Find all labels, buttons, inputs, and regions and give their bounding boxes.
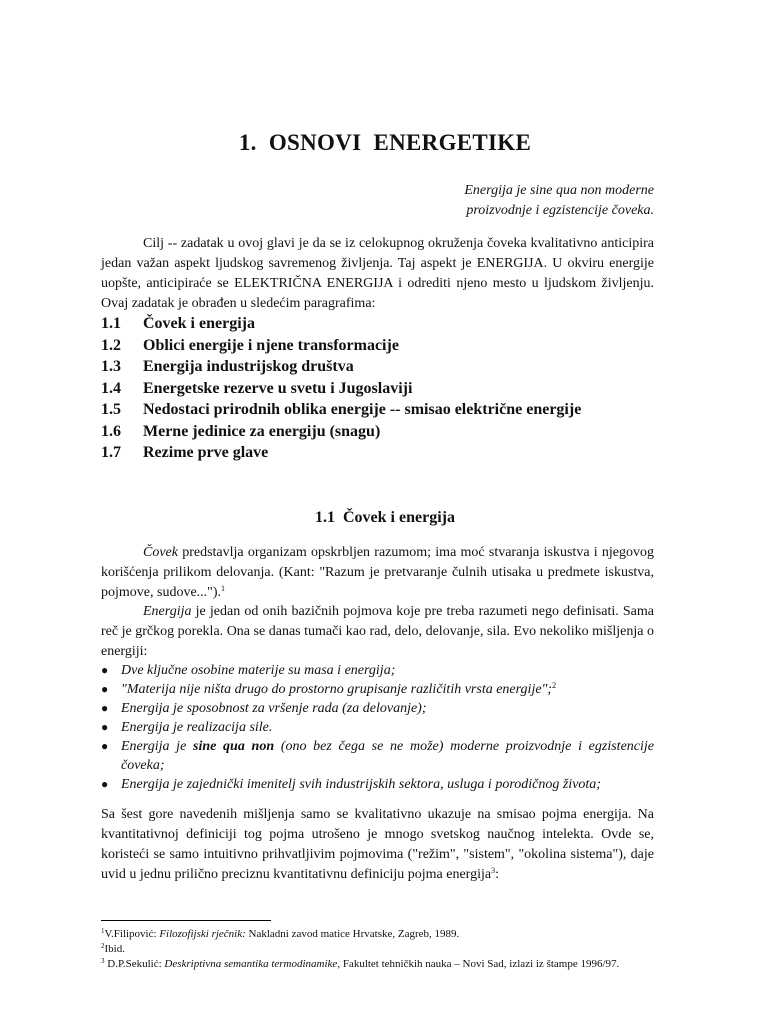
list-item-text: Energija je realizacija sile. [121, 720, 273, 735]
list-item-text-main: "Materija nije ništa drugo do prostorno grupisanje različitih vrsta energije"; [121, 682, 553, 697]
paragraph-energija [101, 602, 654, 661]
section-list [101, 313, 661, 464]
footnote-rest: , Fakultet tehničkih nauka – Novi Sad, izlazi iz štampe 1996/97. [337, 958, 620, 970]
section-list-item [101, 335, 661, 357]
bullet-icon: ● [101, 701, 109, 715]
section-title: Oblici energije i njene transformacije [143, 336, 399, 354]
opinion-list [101, 661, 654, 794]
footnote-ref: 1 [221, 583, 226, 593]
footnote-1 [101, 927, 654, 942]
emphasis-sine-qua-non: sine qua non [193, 739, 275, 754]
paragraph-covek [101, 543, 654, 602]
list-item [101, 699, 654, 718]
list-item-text: Dve ključne osobine materije su masa i energija; [121, 663, 396, 678]
section-list-item [101, 356, 661, 378]
section-number: 1.3 [101, 358, 121, 375]
section-number: 1.5 [101, 401, 121, 418]
footnote-number: 1 [101, 927, 105, 935]
footnote-author: V.Filipović: [104, 928, 160, 940]
footnote-number: 3 [101, 957, 105, 965]
list-item-text: Energija je sposobnost za vršenje rada (za delovanje); [121, 701, 427, 716]
bullet-icon: ● [101, 663, 109, 677]
paragraph-summary [101, 805, 654, 885]
footnote-2 [101, 942, 654, 957]
list-item-text [121, 680, 654, 699]
section-title: Energija industrijskog društva [143, 358, 354, 375]
list-item [101, 737, 654, 775]
section-title: Merne jedinice za energiju (snagu) [143, 422, 381, 440]
section-list-item [101, 421, 661, 443]
list-item-text [121, 737, 654, 775]
footnote-divider [101, 920, 271, 921]
footnote-text: Ibid. [104, 943, 125, 955]
section-number: 1.4 [101, 379, 121, 397]
footnote-title: Deskriptivna semantika termodinamike [164, 958, 338, 970]
list-item [101, 661, 654, 680]
section-title: Čovek i energija [143, 315, 255, 332]
term-energija: Energija [143, 604, 192, 620]
paragraph-text: predstavlja organizam opskrbljen razumom; ima moć stvaranja iskustva i njegovog korišćenja prilikom delovanja. (Kant: "Razum je pretvaranje čulnih utisaka u predmete iskustva, pojmove, sudove..."). [101, 545, 654, 600]
intro-paragraph: Cilj -- zadatak u ovoj glavi je da se iz celokupnog okruženja čoveka kvalitativno anticipira jedan važan aspekt ljudskog savremenog življenja. Taj aspekt je ENERGIJA. U okviru energije uopšte, anticipiraće se ELEKTRIČNA ENERGIJA i odrediti njeno mesto u ljudskom življenju. Ovaj zadatak je obrađen u sledećim paragrafima: [101, 236, 654, 311]
bullet-icon: ● [101, 682, 109, 696]
list-item [101, 775, 654, 794]
bullet-icon: ● [101, 739, 109, 753]
footnote-3 [101, 957, 654, 972]
paragraph-end: : [495, 867, 499, 882]
section-number: 1.2 [101, 336, 121, 354]
footnote-ref: 2 [552, 681, 557, 690]
section-title: Energetske rezerve u svetu i Jugoslaviji [143, 379, 413, 397]
footnote-title: Filozofijski rječnik: [159, 928, 246, 940]
chapter-title [0, 130, 770, 156]
bullet-icon: ● [101, 720, 109, 734]
section-list-item [101, 442, 661, 464]
footnote-ref: 3 [491, 866, 496, 875]
section-number: 1.7 [101, 444, 121, 461]
section-body [101, 543, 654, 662]
section-number: 1.6 [101, 422, 121, 440]
list-item [101, 680, 654, 699]
footnote-rest: Nakladni zavod matice Hrvatske, Zagreb, 1989. [245, 928, 460, 940]
section-title: Nedostaci prirodnih oblika energije -- smisao električne energije [143, 401, 582, 418]
section-heading: 1.1 Čovek i energija [315, 509, 455, 526]
list-item [101, 718, 654, 737]
epigraph-line-2: proizvodnje i egzistencije čoveka. [466, 203, 654, 218]
list-item-text-post: (ono bez čega se ne može) moderne proizvodnje i egzistencije čoveka; [121, 739, 654, 773]
footnotes [101, 927, 654, 972]
list-item-text-pre: Energija je [121, 739, 193, 754]
bullet-icon: ● [101, 777, 109, 791]
paragraph-text: Sa šest gore navedenih mišljenja samo se kvalitativno ukazuje na smisao pojma energija. Na kvantitativnoj definiciji tog pojma utrošeno je mnogo svetskog naučnog intelekta. Ovde se, koristeći se samo intuitivno prihvatljivim pojmovima ("režim", "sistem", "okolina sistema"), daje uvid u jednu prilično preciznu kvantitativnu definiciju pojma energija [101, 807, 654, 882]
section-title: Rezime prve glave [143, 444, 269, 461]
chapter-title-text: OSNOVI ENERGETIKE [268, 130, 532, 155]
section-list-item [101, 378, 661, 400]
section-number: 1.1 [101, 315, 121, 332]
chapter-number: 1. [238, 130, 257, 155]
list-item-text: Energija je zajednički imenitelj svih industrijskih sektora, usluga i porodičnog života; [121, 777, 601, 792]
term-covek: Čovek [143, 545, 178, 560]
epigraph-line-1: Energija je sine qua non moderne [464, 183, 654, 198]
section-list-item [101, 399, 661, 421]
epigraph [354, 181, 654, 221]
paragraph-text: je jedan od onih bazičnih pojmova koje pre treba razumeti nego definisati. Sama reč je grčkog porekla. Ona se danas tumači kao rad, delo, delovanje, sila. Evo nekoliko mišljenja o energiji: [101, 604, 654, 659]
footnote-author: D.P.Sekulić: [104, 958, 165, 970]
footnote-number: 2 [101, 942, 105, 950]
section-list-item [101, 313, 661, 335]
